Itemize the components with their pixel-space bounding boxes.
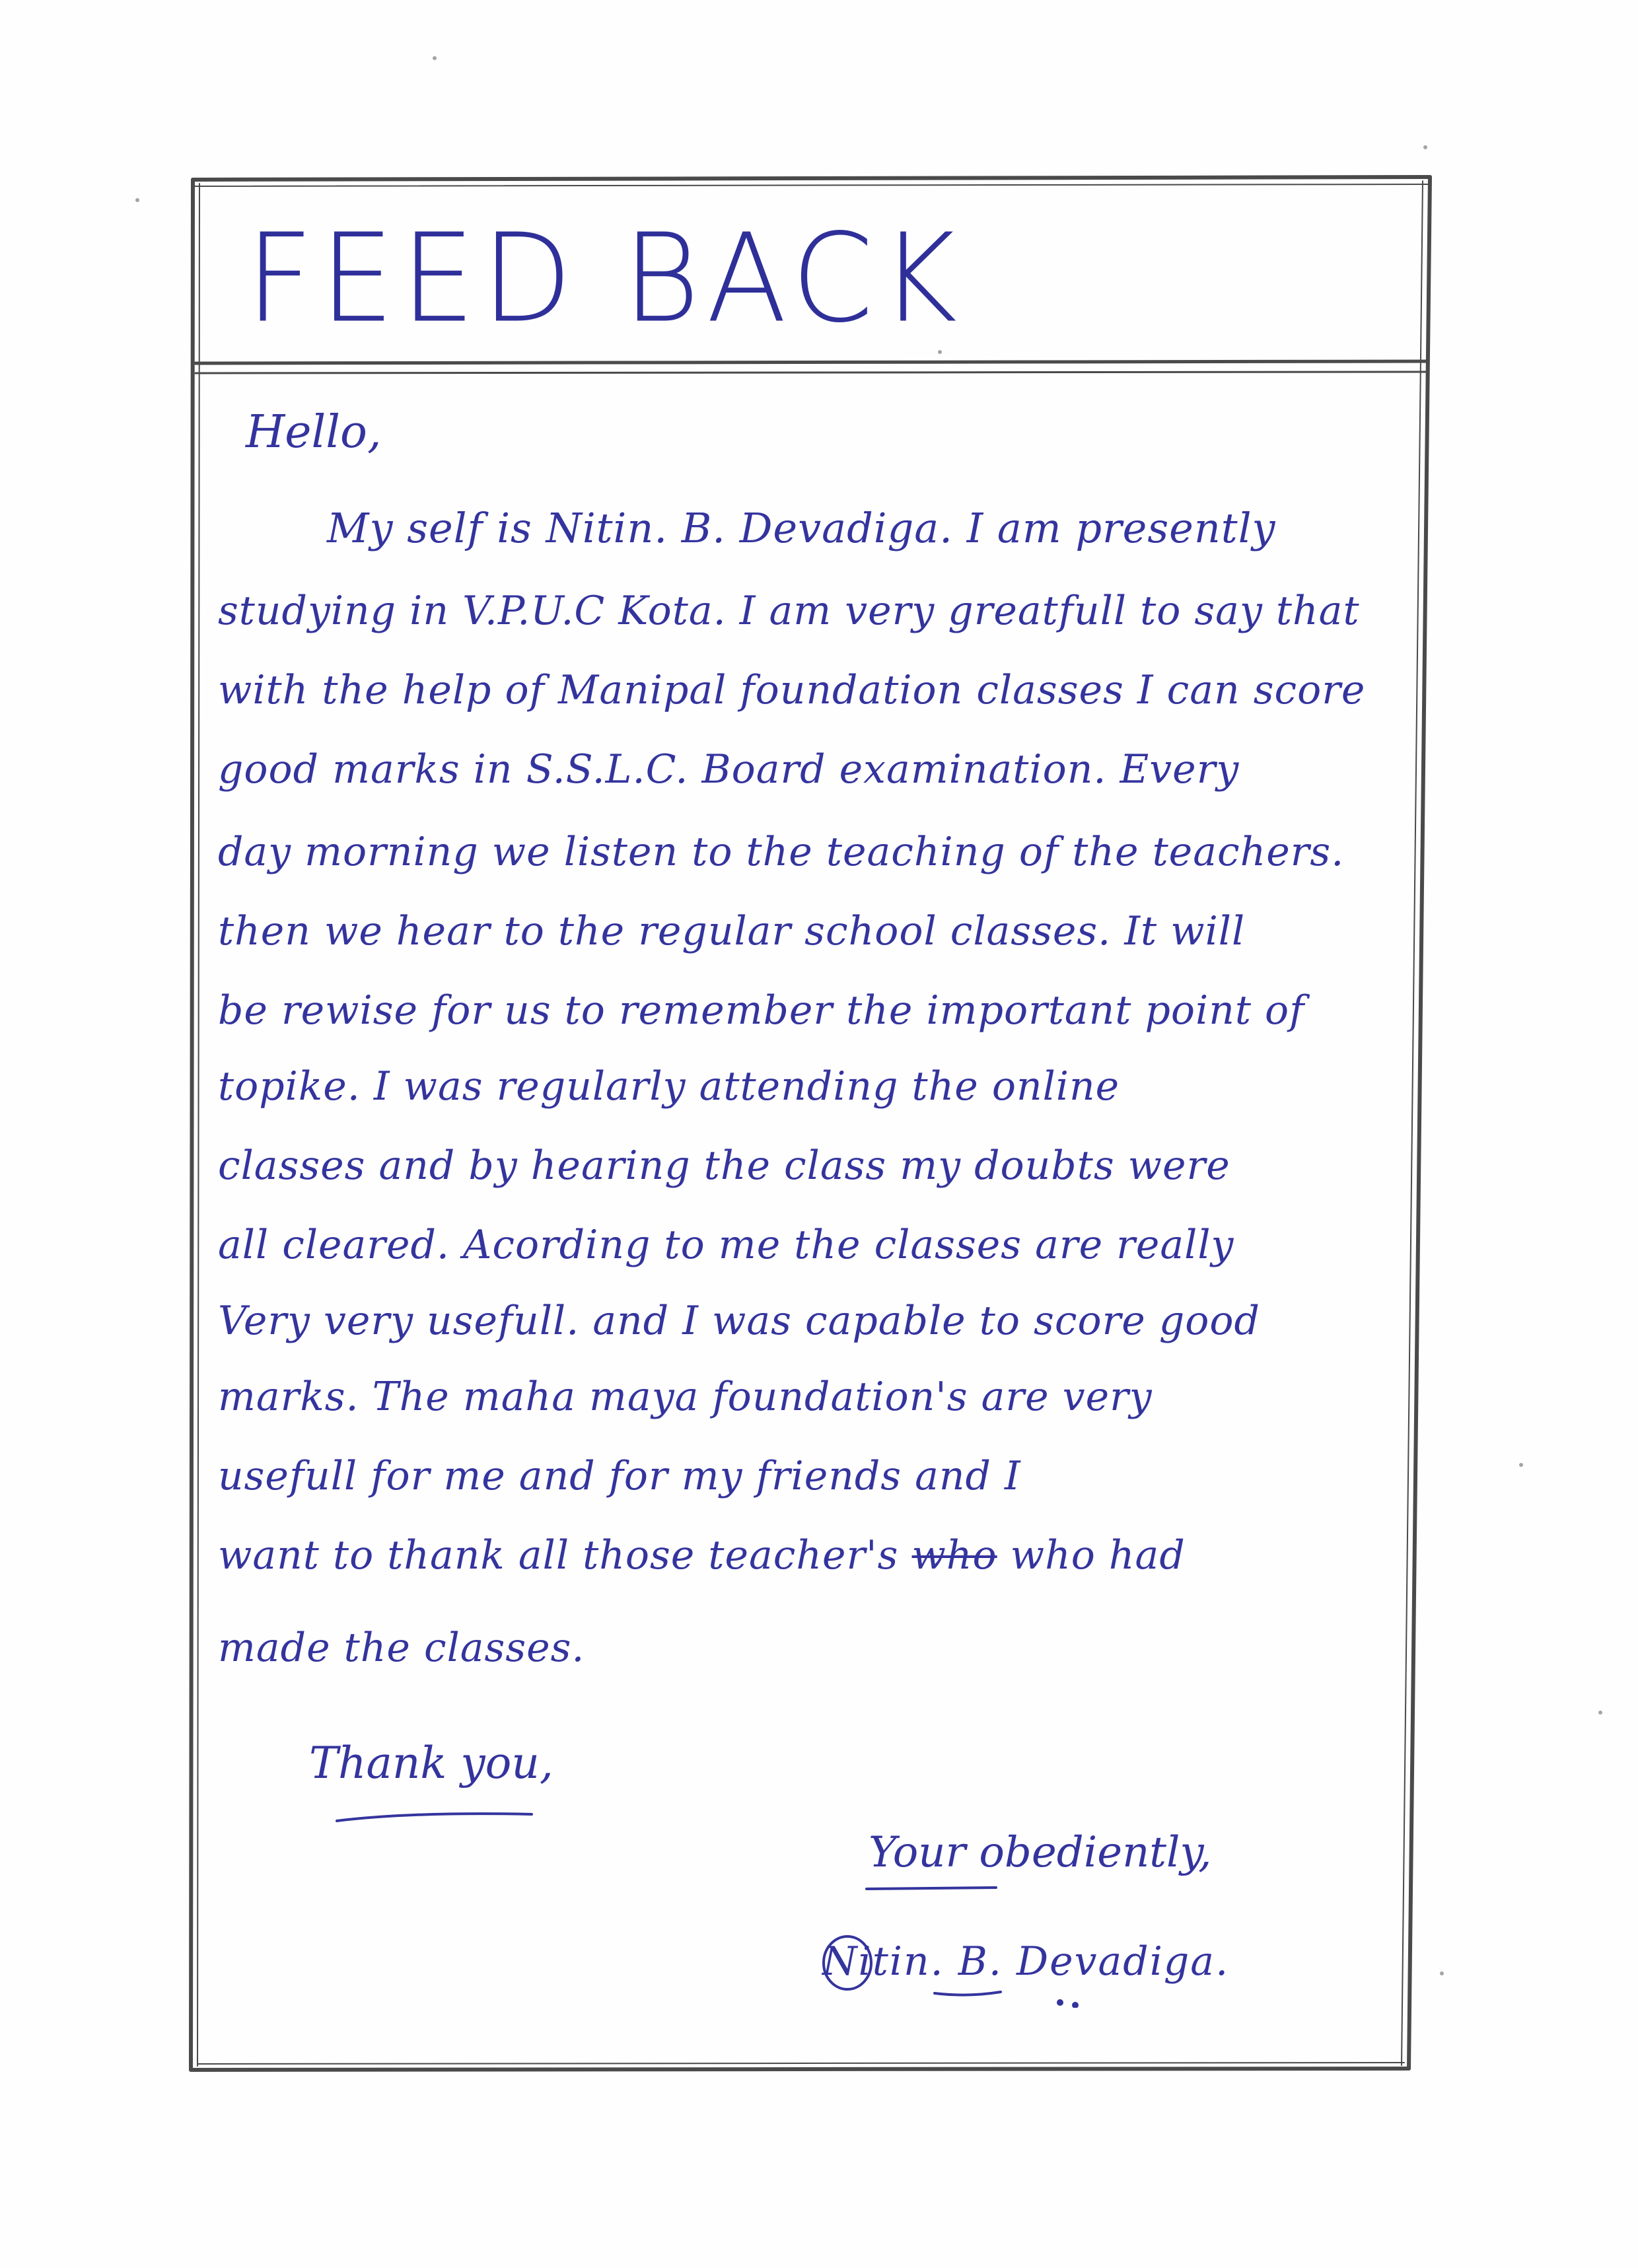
page-title: FEED BACK — [246, 207, 964, 350]
sign-off-underline — [864, 1881, 1036, 1894]
body-line: My self is Nitin. B. Devadiga. I am presently — [327, 504, 1276, 552]
body-line: studying in V.P.U.C Kota. I am very greatfull to say that — [218, 588, 1360, 634]
greeting: Hello, — [246, 406, 382, 458]
body-line-with-strike — [218, 1519, 1407, 1592]
body-line: all cleared. Acording to me the classes are really — [218, 1222, 1234, 1268]
closing-underline — [334, 1806, 664, 1826]
body-line: made the classes. — [218, 1625, 585, 1671]
body-line: with the help of Manipal foundation classes I can score — [218, 667, 1366, 713]
signature-flourish — [816, 1929, 1146, 2008]
body-line: be rewise for us to remember the important point of — [218, 987, 1305, 1034]
body-line: day morning we listen to the teaching of the teachers. — [218, 829, 1345, 875]
signature: Nitin. B. Devadiga. — [822, 1938, 1230, 1985]
body-line: Very very usefull. and I was capable to score good — [218, 1298, 1260, 1344]
struck-word-inline: who — [911, 1532, 997, 1578]
body-line: then we hear to the regular school classes. It will — [218, 908, 1246, 954]
body-line: usefull for me and for my friends and I — [218, 1453, 1021, 1499]
body-line: good marks in S.S.L.C. Board examination. Every — [218, 746, 1240, 793]
body-line: classes and by hearing the class my doubts were — [218, 1143, 1230, 1189]
closing: Thank you, — [309, 1738, 553, 1789]
body-line: topike. I was regularly attending the online — [218, 1063, 1120, 1110]
body-line-text: want to thank all those teacher's who who had — [218, 1532, 1186, 1578]
sign-off: Your obediently, — [869, 1828, 1212, 1877]
body-line: marks. The maha maya foundation's are very — [218, 1374, 1153, 1420]
